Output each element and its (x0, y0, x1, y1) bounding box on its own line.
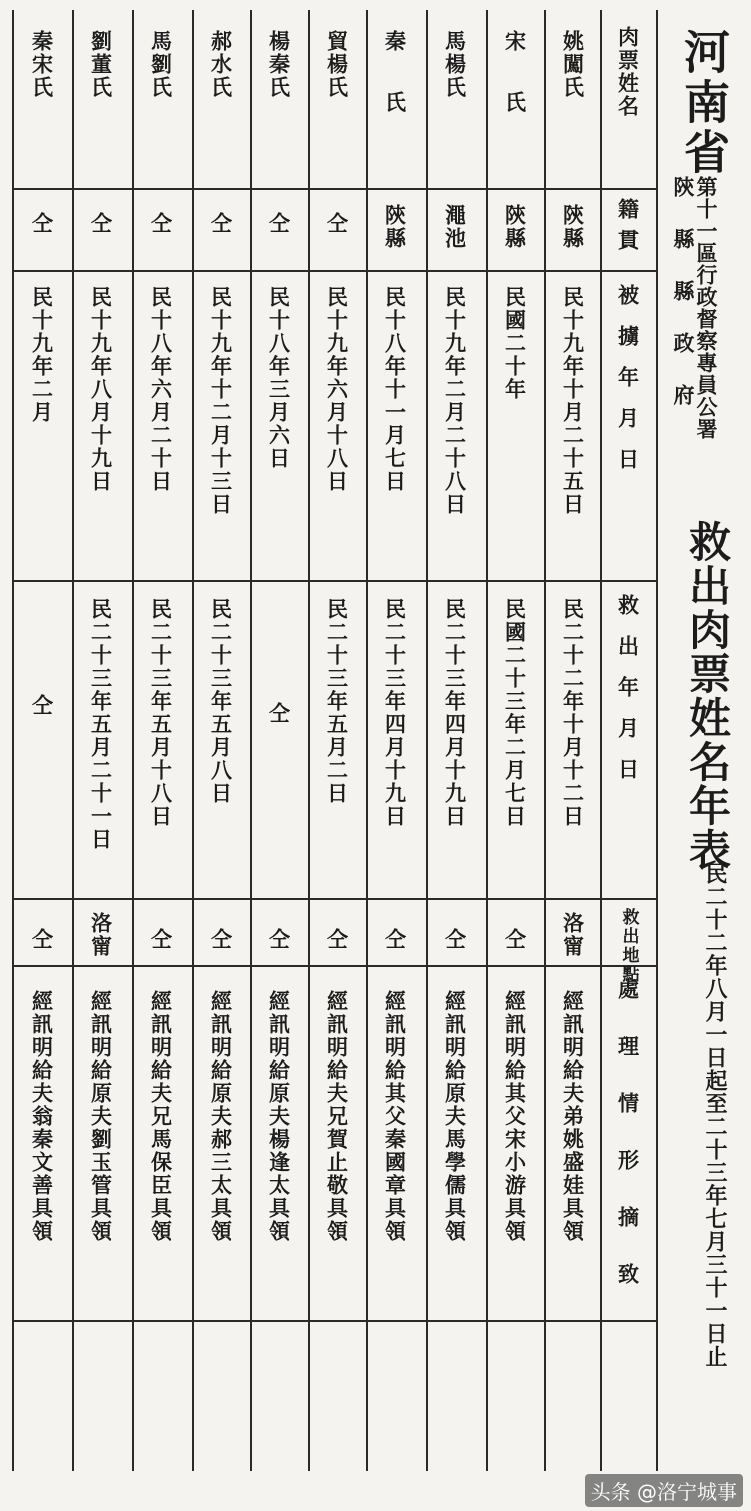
header-abducted-date: 被擄年月日 (615, 284, 641, 489)
row-abducted-date: 民十九年二月 (29, 286, 55, 424)
row-handling: 經訊明給夫兄賀止敬具領 (324, 990, 350, 1243)
row-handling: 經訊明給其父宋小游具領 (502, 990, 528, 1243)
row-rescue-place: 仝 (208, 928, 234, 951)
row-handling: 經訊明給夫弟姚盛娃具領 (560, 990, 586, 1243)
row-rescued-date: 仝 (29, 694, 55, 717)
row-abducted-date: 民十八年十一月七日 (382, 286, 408, 493)
row-abducted-date: 民十八年三月六日 (266, 286, 292, 470)
row-handling: 經訊明給原夫馬學儒具領 (442, 990, 468, 1243)
row-name: 姚闖氏 (560, 30, 586, 99)
row-handling: 經訊明給夫翁秦文善具領 (29, 990, 55, 1243)
row-rescued-date: 民二十三年五月十八日 (148, 598, 174, 828)
row-rescue-place: 仝 (382, 928, 408, 951)
row-abducted-date: 民十九年十月二十五日 (560, 286, 586, 516)
row-origin: 仝 (148, 212, 174, 235)
watermark: 头条 @洛宁城事 (585, 1474, 743, 1507)
row-abducted-date: 民十九年八月十九日 (88, 286, 114, 493)
header-rescue-place: 救出地點 (618, 908, 639, 984)
row-rescued-date: 民二十二年十月十二日 (560, 598, 586, 828)
row-origin: 仝 (266, 212, 292, 235)
row-origin: 陝縣 (382, 204, 408, 250)
row-name: 劉董氏 (88, 30, 114, 99)
row-abducted-date: 民國二十年 (502, 286, 528, 401)
header-origin: 籍貫 (615, 198, 641, 260)
date-range: 民二十二年八月一日起至二十三年七月三十一日止 (702, 862, 728, 1368)
row-name: 郝水氏 (208, 30, 234, 99)
row-rescue-place: 仝 (148, 928, 174, 951)
row-handling: 經訊明給原夫劉玉管具領 (88, 990, 114, 1243)
row-name: 馬楊氏 (442, 30, 468, 99)
row-rescued-date: 民二十三年四月十九日 (442, 598, 468, 828)
row-rescued-date: 民二十三年五月二日 (324, 598, 350, 805)
row-rescued-date: 民二十三年五月二十一日 (88, 598, 114, 851)
row-handling: 經訊明給原夫楊逢太具領 (266, 990, 292, 1243)
office-line-1: 第十一區行政督察專員公署 (694, 176, 719, 440)
row-rescue-place: 洛甯 (560, 912, 586, 958)
row-rescued-date: 民國二十三年二月七日 (502, 598, 528, 828)
row-rescue-place: 仝 (29, 928, 55, 951)
row-name: 馬劉氏 (148, 30, 174, 99)
row-rescued-date: 民二十三年四月十九日 (382, 598, 408, 828)
header-name: 肉票姓名 (615, 26, 641, 118)
row-handling: 經訊明給夫兄馬保臣具領 (148, 990, 174, 1243)
row-rescued-date: 仝 (266, 702, 292, 725)
row-name: 宋氏 (502, 30, 528, 152)
row-rescue-place: 洛甯 (88, 912, 114, 958)
office-line-2: 陝 縣 縣 政 府 (671, 176, 696, 408)
row-name: 楊秦氏 (266, 30, 292, 99)
row-abducted-date: 民十九年十二月十三日 (208, 286, 234, 516)
row-rescued-date: 民二十三年五月八日 (208, 598, 234, 805)
row-abducted-date: 民十九年二月二十八日 (442, 286, 468, 516)
row-name: 秦宋氏 (29, 30, 55, 99)
row-name: 貿楊氏 (324, 30, 350, 99)
row-origin: 仝 (208, 212, 234, 235)
row-origin: 陝縣 (560, 204, 586, 250)
header-handling: 處理情形摘致 (615, 978, 641, 1320)
row-origin: 仝 (88, 212, 114, 235)
province-label: 河南省 (677, 28, 731, 178)
row-origin: 澠池 (442, 204, 468, 250)
row-handling: 經訊明給其父秦國章具領 (382, 990, 408, 1243)
row-rescue-place: 仝 (442, 928, 468, 951)
row-origin: 仝 (29, 212, 55, 235)
row-origin: 仝 (324, 212, 350, 235)
row-origin: 陝縣 (502, 204, 528, 250)
row-name: 秦氏 (382, 30, 408, 152)
header-rescued-date: 救出年月日 (615, 594, 641, 799)
document-title: 救出肉票姓名年表 (683, 520, 732, 872)
row-rescue-place: 仝 (502, 928, 528, 951)
row-abducted-date: 民十九年六月十八日 (324, 286, 350, 493)
row-abducted-date: 民十八年六月二十日 (148, 286, 174, 493)
row-rescue-place: 仝 (324, 928, 350, 951)
row-handling: 經訊明給原夫郝三太具領 (208, 990, 234, 1243)
row-rescue-place: 仝 (266, 928, 292, 951)
